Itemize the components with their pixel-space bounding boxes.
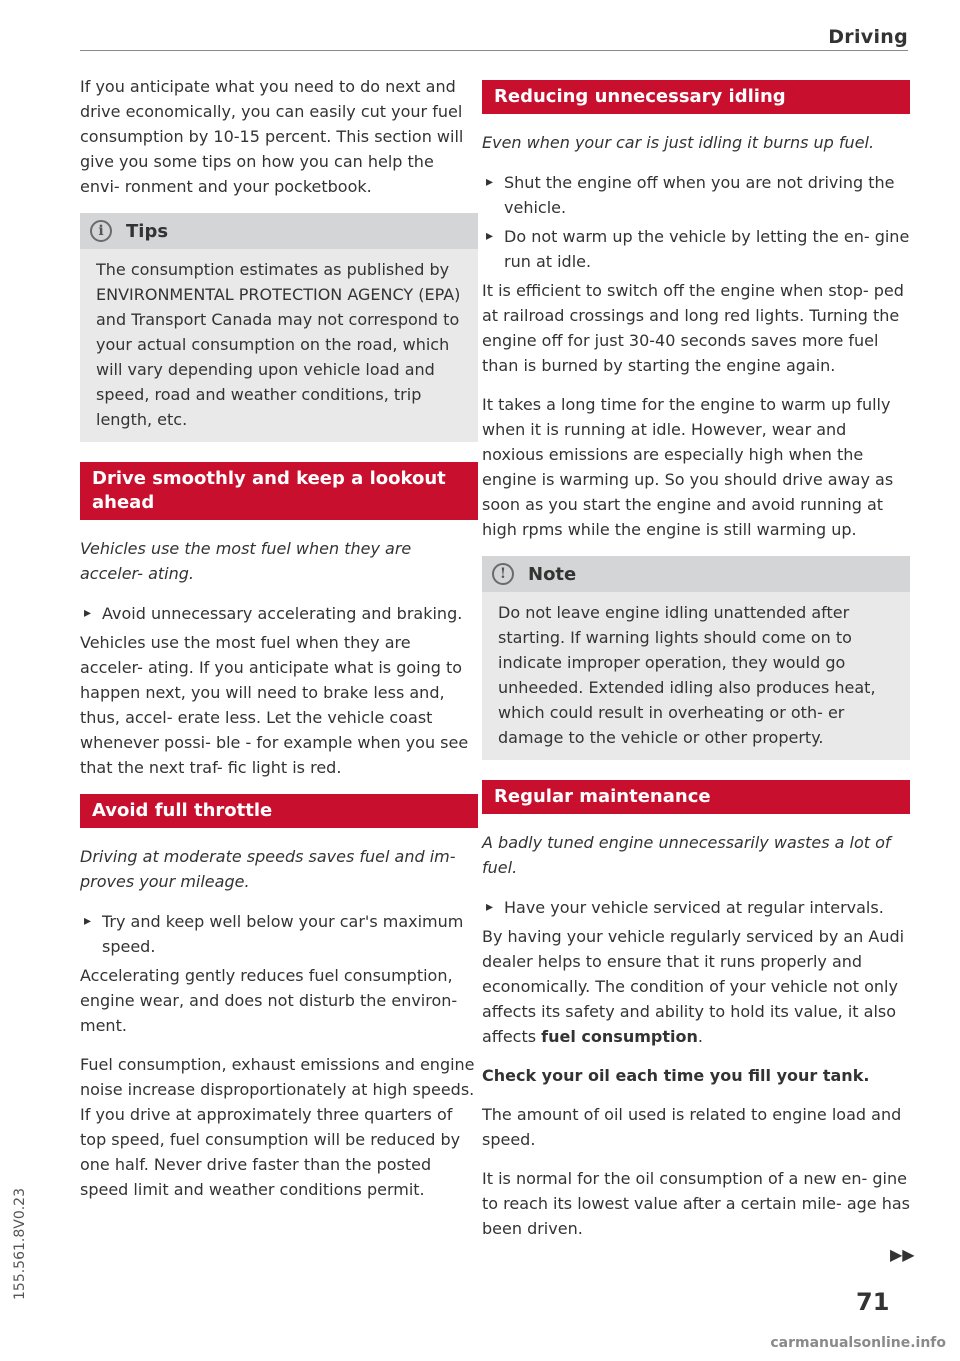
body-oil-amount: The amount of oil used is related to engine load and speed.: [482, 1105, 902, 1149]
document-code: 155.561.8V0.23: [12, 1188, 28, 1300]
section-title: Driving: [828, 26, 908, 48]
watermark: carmanualsonline.info: [770, 1335, 946, 1351]
fuel-consumption-bold: fuel consumption: [541, 1027, 698, 1046]
body-regular-service-end: .: [697, 1027, 703, 1046]
lead-drive-smoothly: Vehicles use the most fuel when they are acceler- ating.: [80, 539, 412, 583]
body-regular-service: [482, 924, 910, 1049]
body-drive-smoothly: Vehicles use the most fuel when they are acceler- ating. If you anticipate what is going to happen next, you will need to brake less and, thus, accel- erate less. Let the vehicle coast whenever possi- ble - for example when you see that the next traf- fic light is red.: [80, 633, 469, 777]
continue-arrow-icon: ▶▶: [890, 1245, 915, 1264]
heading-reducing-idling: Reducing unnecessary idling: [482, 80, 910, 114]
left-column: [80, 74, 478, 1216]
header-rule: [80, 50, 908, 51]
heading-avoid-full-throttle: Avoid full throttle: [80, 794, 478, 828]
tips-title: Tips: [126, 220, 169, 242]
note-box: [482, 556, 910, 760]
info-circle-icon: i: [90, 220, 112, 242]
note-title: Note: [528, 563, 577, 585]
body-warm-up-time: It takes a long time for the engine to warm up fully when it is running at idle. However, wear and noxious emissions are especially high when the engine is warming up. So you should drive away as soon as you start the engine and avoid running at high rpms while the engine is still warming up.: [482, 395, 894, 539]
step-have-serviced: ▸ Have your vehicle serviced at regular intervals.: [482, 895, 910, 920]
intro-paragraph: If you anticipate what you need to do next and drive economically, you can easily cut your fuel consumption by 10-15 percent. This section will give you some tips on how you can help the envi- ronment and your pocketbook.: [80, 77, 464, 196]
warning-circle-icon: !: [492, 563, 514, 585]
note-header: [482, 556, 910, 592]
body-regular-service-text: By having your vehicle regularly serviced by an Audi dealer helps to ensure that it runs properly and economically. The condition of your vehicle not only affects its safety and ability to hold its value, it also affects: [482, 927, 905, 1046]
lead-avoid-full-throttle: Driving at moderate speeds saves fuel and im- proves your mileage.: [80, 847, 456, 891]
page-number: 71: [856, 1288, 890, 1316]
body-switch-off-engine: It is efficient to switch off the engine when stop- ped at railroad crossings and long red lights. Turning the engine off for just 30-40 seconds saves more fuel than is burned by starting the engine again.: [482, 281, 904, 375]
step-shut-engine-off: ▸ Shut the engine off when you are not driving the vehicle.: [482, 170, 910, 220]
heading-regular-maintenance: Regular maintenance: [482, 780, 910, 814]
right-column: [482, 74, 910, 1255]
body-oil-new-engine: It is normal for the oil consumption of a new en- gine to reach its lowest value after a certain mile- age has been driven.: [482, 1169, 910, 1238]
tips-body: [80, 249, 478, 442]
step-keep-below-max: ▸ Try and keep well below your car's maximum speed.: [80, 909, 478, 959]
tips-text: The consumption estimates as published by ENVIRONMENTAL PROTECTION AGENCY (EPA) and Transport Canada may not correspond to your actual consumption on the road, which will vary depending upon vehicle load and speed, road and weather conditions, trip length, etc.: [96, 260, 461, 429]
check-oil-line: Check your oil each time you fill your tank.: [482, 1066, 870, 1085]
body-fuel-consumption-speed: Fuel consumption, exhaust emissions and engine noise increase disproportionately at high speeds. If you drive at approximately three quarters of top speed, fuel consumption will be reduced by one half. Never drive faster than the posted speed limit and weather conditions permit.: [80, 1055, 475, 1199]
tips-box: [80, 213, 478, 442]
heading-drive-smoothly: Drive smoothly and keep a lookout ahead: [80, 462, 478, 520]
body-accelerating-gently: Accelerating gently reduces fuel consumption, engine wear, and does not disturb the environ- ment.: [80, 966, 458, 1035]
step-avoid-accelerating: ▸ Avoid unnecessary accelerating and braking.: [80, 601, 478, 626]
tips-header: [80, 213, 478, 249]
lead-regular-maintenance: A badly tuned engine unnecessarily wastes a lot of fuel.: [482, 833, 891, 877]
note-body: [482, 592, 910, 760]
note-text: Do not leave engine idling unattended after starting. If warning lights should come on to indicate improper operation, they would go unheeded. Extended idling also produces heat, which could result in overheating or oth- er damage to the vehicle or other property.: [498, 603, 876, 747]
lead-reducing-idling: Even when your car is just idling it burns up fuel.: [482, 133, 875, 152]
step-do-not-warm-up: ▸ Do not warm up the vehicle by letting the en- gine run at idle.: [482, 224, 910, 274]
